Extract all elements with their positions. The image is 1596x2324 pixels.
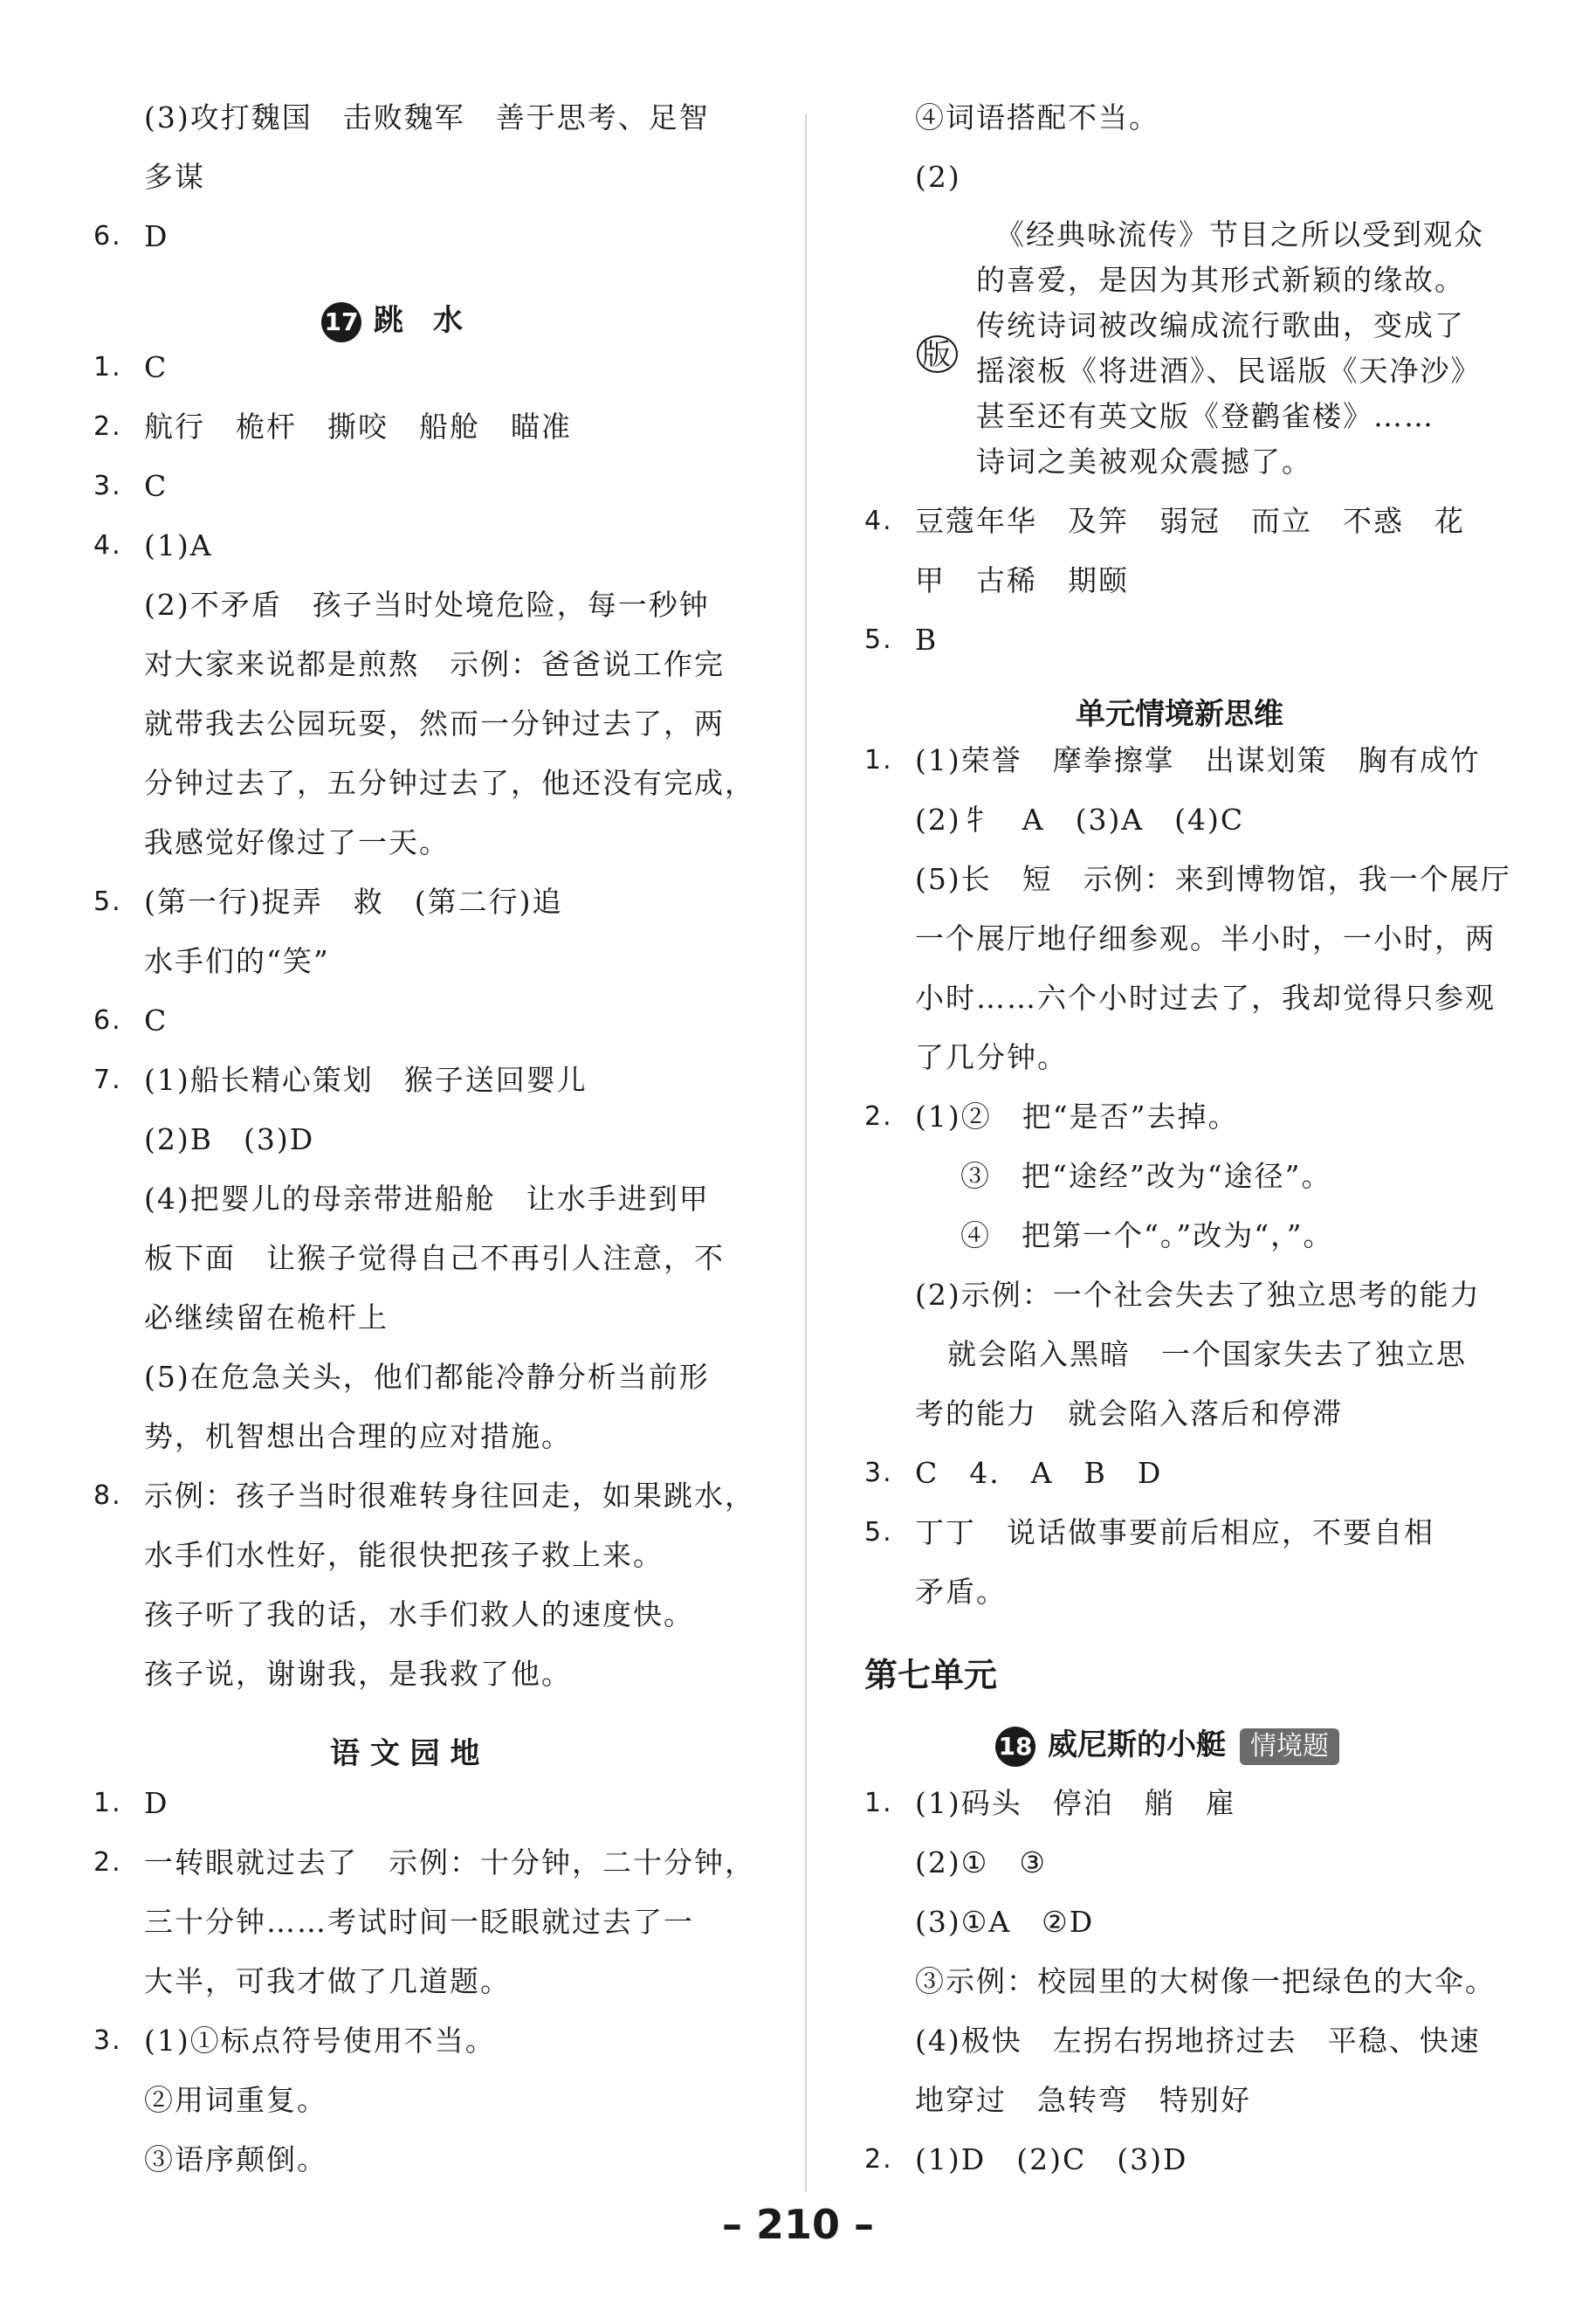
answer-line	[915, 1575, 1007, 1610]
answer-text: (2)B (3)D	[144, 1122, 315, 1156]
answer-text: 地穿过 急转弯 特别好	[915, 2083, 1251, 2117]
answer-line	[960, 1159, 1331, 1194]
question-number: 5.	[864, 1517, 893, 1548]
answer-line	[144, 1419, 572, 1454]
unit-situation-heading: 单元情境新思维	[1076, 697, 1283, 732]
answer-line	[864, 2142, 1188, 2177]
page-number: – 210 –	[721, 2201, 875, 2248]
answer-line	[144, 1538, 664, 1573]
question-number: 6.	[93, 221, 122, 252]
answer-text: (1)D (2)C (3)D	[915, 2142, 1188, 2176]
answer-text: 水手们水性好，能很快把孩子救上来。	[144, 1538, 664, 1572]
answer-line	[915, 1845, 1047, 1880]
question-number: 1.	[864, 1788, 893, 1818]
answer-line	[144, 707, 725, 741]
answer-line	[864, 1456, 1163, 1491]
answer-line	[93, 2024, 496, 2058]
question-number: 3.	[93, 2025, 122, 2056]
answer-line	[93, 1786, 169, 1821]
answer-text: 丁丁 说话做事要前后相应，不要自相	[915, 1515, 1434, 1549]
answer-line	[915, 862, 1511, 897]
question-number: 8.	[93, 1480, 122, 1511]
answer-line	[915, 1278, 1481, 1313]
lesson-number-badge: 17	[321, 302, 361, 342]
answer-text: ③ 把“途经”改为“途径”。	[960, 1159, 1332, 1193]
answer-text: (1)A	[144, 528, 213, 562]
answer-line	[144, 1360, 710, 1395]
answer-line	[144, 766, 755, 801]
answer-line	[144, 100, 710, 135]
answer-line	[976, 399, 1434, 434]
answer-text: 示例：孩子当时很难转身往回走，如果跳水，	[144, 1479, 755, 1513]
answer-line	[915, 921, 1496, 956]
answer-line	[995, 217, 1484, 252]
answer-text: (1)①标点符号使用不当。	[144, 2024, 496, 2058]
answer-text: ③示例：校园里的大树像一把绿色的大伞。	[915, 1964, 1496, 1998]
answer-line	[960, 1218, 1333, 1253]
answer-text: 了几分钟。	[915, 1040, 1068, 1074]
answer-text: C	[144, 469, 169, 503]
answer-line	[915, 100, 1159, 135]
answer-line	[93, 350, 169, 385]
answer-text: ④ 把第一个“。”改为“，”。	[960, 1218, 1334, 1252]
answer-text: D	[144, 1786, 169, 1820]
lesson-18-heading	[995, 1725, 1339, 1767]
answer-text: (5)在危急关头，他们都能冷静分析当前形	[144, 1360, 710, 1394]
answer-text: 甚至还有英文版《登鹳雀楼》……	[976, 399, 1434, 433]
question-number: 6.	[93, 1005, 122, 1036]
question-number: 3.	[93, 471, 122, 501]
lesson-title: 跳 水	[374, 303, 463, 338]
answer-line	[144, 1964, 511, 1999]
answer-text: 一个展厅地仔细参观。半小时，一小时，两	[915, 921, 1496, 955]
answer-text: (2)示例：一个社会失去了独立思考的能力	[915, 1278, 1481, 1312]
question-number: 2.	[864, 1101, 893, 1132]
answer-text: 水手们的“笑”	[144, 944, 330, 978]
answer-line	[144, 1241, 725, 1276]
answer-line	[144, 160, 205, 195]
lesson-title: 威尼斯的小艇	[1048, 1727, 1226, 1762]
answer-line	[144, 647, 725, 682]
answer-line	[864, 743, 1481, 778]
question-number: 2.	[93, 1847, 122, 1878]
answer-line	[976, 445, 1312, 479]
answer-text: 就会陷入黑暗 一个国家失去了独立思	[947, 1337, 1467, 1371]
answer-text: C	[144, 1003, 169, 1038]
answer-text: 对大家来说都是煎熬 示例：爸爸说工作完	[144, 647, 725, 681]
answer-line	[864, 1786, 1236, 1821]
answer-text: 多谋	[144, 160, 205, 194]
answer-line	[144, 1597, 694, 1632]
answer-line	[864, 1100, 1239, 1134]
question-number: 7.	[93, 1065, 122, 1095]
answer-text: ②用词重复。	[144, 2083, 327, 2117]
answer-line	[864, 1515, 1434, 1550]
answer-line	[915, 1396, 1343, 1431]
answer-text: 势，机智想出合理的应对措施。	[144, 1419, 572, 1453]
answer-line	[144, 1657, 572, 1692]
answer-line	[144, 1182, 710, 1217]
answer-line	[915, 803, 1244, 838]
question-number: 1.	[864, 745, 893, 776]
answer-text: 就带我去公园玩耍，然而一分钟过去了，两	[144, 707, 725, 741]
answer-line	[915, 2024, 1481, 2058]
answer-line	[976, 308, 1465, 343]
answer-text: 孩子听了我的话，水手们救人的速度快。	[144, 1597, 694, 1631]
answer-text: 航行 桅杆 撕咬 船舱 瞄准	[144, 410, 572, 444]
answer-text: 甲 古稀 期颐	[915, 563, 1129, 597]
answer-text: 矛盾。	[915, 1575, 1007, 1609]
answer-line	[864, 504, 1465, 539]
answer-text: 分钟过去了，五分钟过去了，他还没有完成，	[144, 766, 755, 800]
answer-text: ③语序颠倒。	[144, 2142, 327, 2176]
answer-line	[144, 2083, 327, 2118]
answer-text: (1)码头 停泊 艄 雇	[915, 1786, 1236, 1820]
answer-line	[915, 1964, 1496, 1999]
question-number: 2.	[93, 411, 122, 442]
answer-text: 我感觉好像过了一天。	[144, 825, 450, 859]
answer-text: ④词语搭配不当。	[915, 100, 1159, 134]
answer-text: 诗词之美被观众震撼了。	[976, 445, 1312, 479]
lesson-17-heading	[321, 300, 463, 342]
answer-text: (1)② 把“是否”去掉。	[915, 1100, 1239, 1134]
question-number: 3.	[864, 1458, 893, 1488]
answer-line	[144, 2142, 327, 2177]
yuwen-garden-heading: 语 文 园 地	[330, 1736, 480, 1771]
answer-line	[93, 1479, 755, 1514]
column-divider	[805, 114, 807, 2192]
answer-line	[915, 981, 1496, 1016]
answer-text: 孩子说，谢谢我，是我救了他。	[144, 1657, 572, 1691]
answer-text: (2)牜 A (3)A (4)C	[915, 803, 1245, 837]
answer-line	[976, 354, 1482, 389]
answer-text: 三十分钟……考试时间一眨眼就过去了一	[144, 1905, 694, 1939]
answer-text: (3)攻打魏国 击败魏军 善于思考、足智	[144, 100, 710, 134]
answer-text: D	[144, 219, 169, 253]
answer-text: (4)把婴儿的母亲带进船舱 让水手进到甲	[144, 1182, 710, 1216]
answer-line	[864, 623, 939, 658]
answer-text: 必继续留在桅杆上	[144, 1300, 389, 1334]
answer-line	[915, 1905, 1094, 1940]
answer-line	[93, 885, 563, 920]
answer-line	[915, 2083, 1251, 2118]
answer-text: (2)不矛盾 孩子当时处境危险，每一秒钟	[144, 588, 710, 622]
answer-text: (5)长 短 示例：来到博物馆，我一个展厅	[915, 862, 1511, 896]
answer-text: (3)①A ②D	[915, 1905, 1095, 1939]
question-number: 5.	[93, 886, 122, 917]
answer-line	[93, 1063, 588, 1098]
answer-line	[93, 469, 169, 504]
answer-text: (2)	[915, 160, 961, 194]
answer-line	[144, 1300, 389, 1335]
answer-text: 《经典咏流传》节目之所以受到观众	[995, 217, 1484, 252]
answer-text: 板下面 让猴子觉得自己不再引人注意，不	[144, 1241, 725, 1275]
answer-line	[915, 1040, 1068, 1075]
question-number: 4.	[93, 530, 122, 561]
answer-line	[947, 1337, 1467, 1372]
question-number: 2.	[864, 2144, 893, 2175]
answer-text: C 4. A B D	[915, 1456, 1163, 1490]
answer-line	[93, 410, 572, 445]
answer-text: (第一行)捉弄 救 (第二行)追	[144, 885, 563, 919]
answer-text: 传统诗词被改编成流行歌曲，变成了	[976, 308, 1465, 342]
answer-text: (4)极快 左拐右拐地挤过去 平稳、快速	[915, 2024, 1481, 2058]
answer-text: B	[915, 623, 939, 657]
answer-line	[93, 219, 169, 254]
answer-text: (1)荣誉 摩拳擦掌 出谋划策 胸有成竹	[915, 743, 1481, 777]
answer-line	[915, 563, 1129, 598]
lesson-number-badge: 18	[995, 1727, 1035, 1767]
question-number: 5.	[864, 624, 893, 655]
answer-text: (1)船长精心策划 猴子送回婴儿	[144, 1063, 588, 1097]
margin-correction-mark: 版	[917, 337, 958, 372]
answer-text: 一转眼就过去了 示例：十分钟，二十分钟，	[144, 1845, 755, 1879]
question-number: 1.	[93, 352, 122, 383]
answer-text: 的喜爱，是因为其形式新颖的缘故。	[976, 263, 1465, 297]
answer-line	[144, 1122, 314, 1157]
answer-text: 大半，可我才做了几道题。	[144, 1964, 511, 1998]
answer-text: 考的能力 就会陷入落后和停滞	[915, 1396, 1343, 1431]
answer-text: 豆蔻年华 及笄 弱冠 而立 不惑 花	[915, 504, 1465, 538]
answer-line	[144, 825, 450, 860]
answer-line	[915, 160, 961, 195]
answer-line	[93, 1845, 755, 1880]
question-number: 1.	[93, 1788, 122, 1818]
answer-line	[93, 528, 213, 563]
answer-line	[144, 944, 330, 979]
unit-7-heading: 第七单元	[864, 1656, 998, 1694]
answer-text: (2)① ③	[915, 1845, 1047, 1879]
answer-line	[93, 1003, 169, 1038]
question-number: 4.	[864, 506, 893, 536]
question-type-tag: 情境题	[1240, 1728, 1339, 1765]
answer-text: 小时……六个小时过去了，我却觉得只参观	[915, 981, 1496, 1015]
answer-line	[976, 263, 1465, 298]
answer-text: C	[144, 350, 169, 384]
answer-text: 摇滚板《将进酒》、民谣版《天净沙》	[976, 354, 1482, 388]
answer-line	[144, 588, 710, 623]
answer-line	[144, 1905, 694, 1940]
